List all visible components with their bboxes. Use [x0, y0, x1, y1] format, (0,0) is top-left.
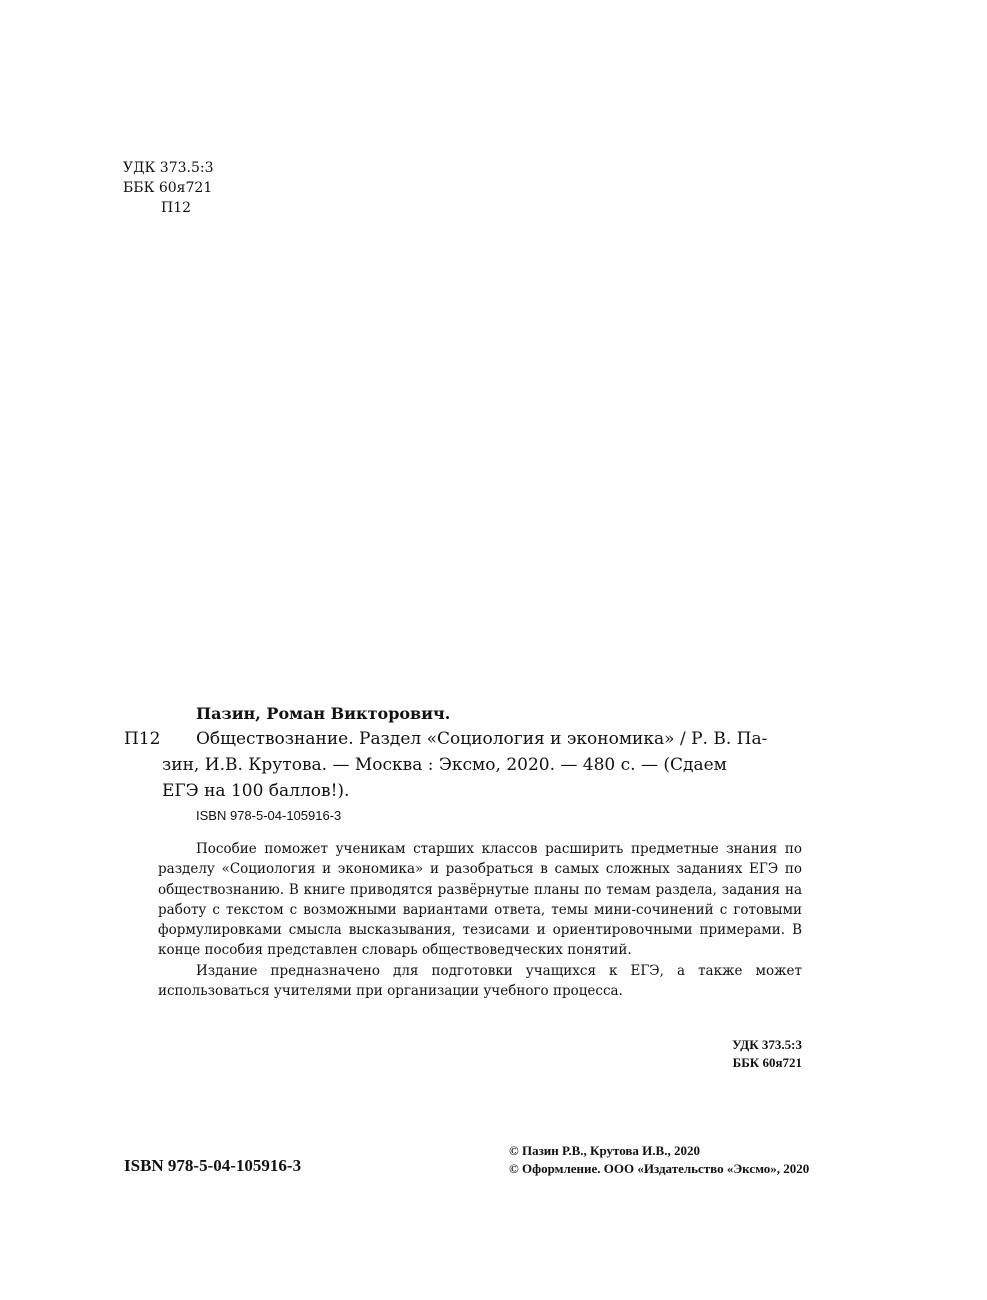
udk-code: УДК 373.5:3: [732, 1037, 802, 1052]
title-line: зин, И.В. Крутова. — Москва : Эксмо, 2020. — 480 с. — (Сдаем: [162, 755, 727, 775]
title-line: Обществознание. Раздел «Социология и экономика» / Р. В. Па-: [196, 729, 768, 749]
annotation: [158, 839, 802, 1001]
bbk-code: ББК 60я721: [732, 1055, 802, 1070]
isbn-main: ISBN 978-5-04-105916-3: [124, 1156, 302, 1175]
copyright-design: © Оформление. ООО «Издательство «Эксмо», 2020: [509, 1161, 810, 1176]
udk-code: УДК 373.5:3: [123, 160, 214, 176]
entry-author-mark: П12: [124, 729, 161, 749]
author-mark: П12: [161, 200, 192, 216]
title-line: ЕГЭ на 100 баллов!).: [162, 781, 350, 801]
author-name: Пазин, Роман Викторович.: [196, 704, 451, 723]
top-classification-codes: [123, 158, 214, 218]
bottom-classification-codes: [732, 1036, 802, 1072]
annotation-paragraph: Издание предназначено для подготовки учащихся к ЕГЭ, а также может использоваться учителями при организации учебного процесса.: [158, 962, 802, 1000]
copyright-notice: [509, 1142, 809, 1178]
entry-isbn: ISBN 978-5-04-105916-3: [196, 808, 342, 823]
bibliographic-description: [162, 726, 802, 804]
copyright-authors: © Пазин Р.В., Крутова И.В., 2020: [509, 1143, 700, 1158]
bbk-code: ББК 60я721: [123, 180, 213, 196]
annotation-paragraph: Пособие поможет ученикам старших классов расширить предметные знания по разделу «Социология и экономика» и разобраться в самых сложных заданиях ЕГЭ по обществознанию. В книге приводятся развёрнутые планы по темам раздела, задания на работу с текстом с возможными вариантами ответа, темы мини-сочинений с готовыми формулировками смысла высказывания, тезисами и ориентировочными примерами. В конце пособия представлен словарь обществоведческих понятий.: [158, 841, 802, 959]
